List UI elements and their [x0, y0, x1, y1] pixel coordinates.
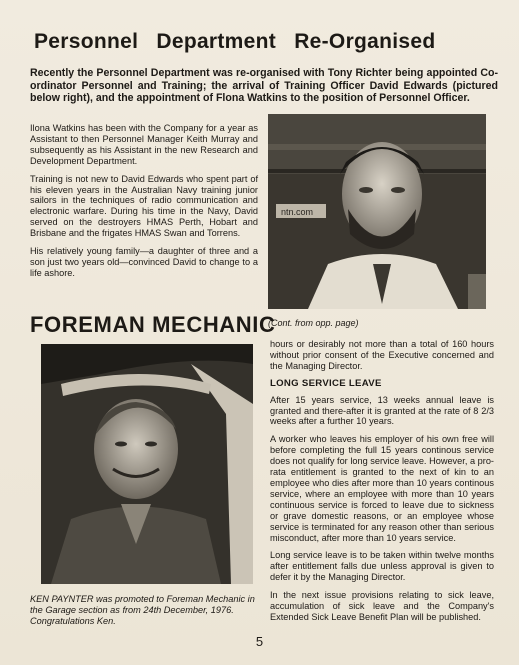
left-column [30, 123, 258, 286]
sign-text: ntn.com [281, 207, 314, 217]
photo-ken-paynter [41, 344, 253, 584]
article-title: Personnel Department Re-Organised [34, 30, 436, 53]
section-heading: FOREMAN MECHANIC [30, 312, 276, 337]
photo-caption: KEN PAYNTER was promoted to Foreman Mechanic in the Garage section as from 24th December, 1976. Congratulations Ken. [30, 594, 255, 626]
right-column [270, 339, 494, 630]
paragraph: A worker who leaves his employer of his own free will before completing the full 15 years continous service does not qualify for long service leave. However, a pro-rata entitlement is granted to the next of kin to an employee who dies after more than 10 years continous service, where an employee with more than 10 years continuous service is forced to leave due to sickness or grave domestic reasons, or an employee whose service is terminated for any reason other than serious misconduct, after more than 10 years service. [270, 434, 494, 543]
paragraph: His relatively young family—a daughter of three and a son just two years old—convinced David to change to a life ashore. [30, 246, 258, 278]
portrait-image [268, 114, 486, 309]
paragraph: In the next issue provisions relating to sick leave, accumulation of sick leave and the Company's Extended Sick Leave Benefit Plan will be published. [270, 590, 494, 622]
photo-david-edwards [268, 114, 486, 309]
paragraph: hours or desirably not more than a total of 160 hours without prior consent of the Executive concerned and the Managing Director. [270, 339, 494, 371]
paragraph: After 15 years service, 13 weeks annual leave is granted and there-after it is granted at the rate of 8 2/3 weeks after a further 10 years. [270, 394, 494, 427]
continued-note: (Cont. from opp. page) [268, 318, 359, 328]
paragraph: Long service leave is to be taken within twelve months after entitlement falls due unless approval is given to defer it by the Managing Director. [270, 550, 494, 583]
page-number: 5 [255, 634, 264, 649]
portrait-image [41, 344, 253, 584]
subheading: LONG SERVICE LEAVE [270, 377, 382, 389]
paragraph: Training is not new to David Edwards who spent part of his eleven years in the Australian Navy training junior sailors in the techniques of radio communication and electronic warfare. During his time in the Navy, David served on the destroyers HMAS Perth, Hobart and Brisbane and the frigates HMAS Swan and Torrens. [30, 173, 258, 239]
article-intro: Recently the Personnel Department was re-organised with Tony Richter being appointed Co-ordinator Personnel and Training; the arrival of Training Officer David Edwards (pictured below right), and the appointment of Flona Watkins to the position of Personnel Officer. [30, 67, 498, 105]
paragraph: Ilona Watkins has been with the Company for a year as Assistant to then Personnel Manager Keith Murray and subsequently as his Assistant in the new Research and Development Department. [30, 123, 258, 166]
